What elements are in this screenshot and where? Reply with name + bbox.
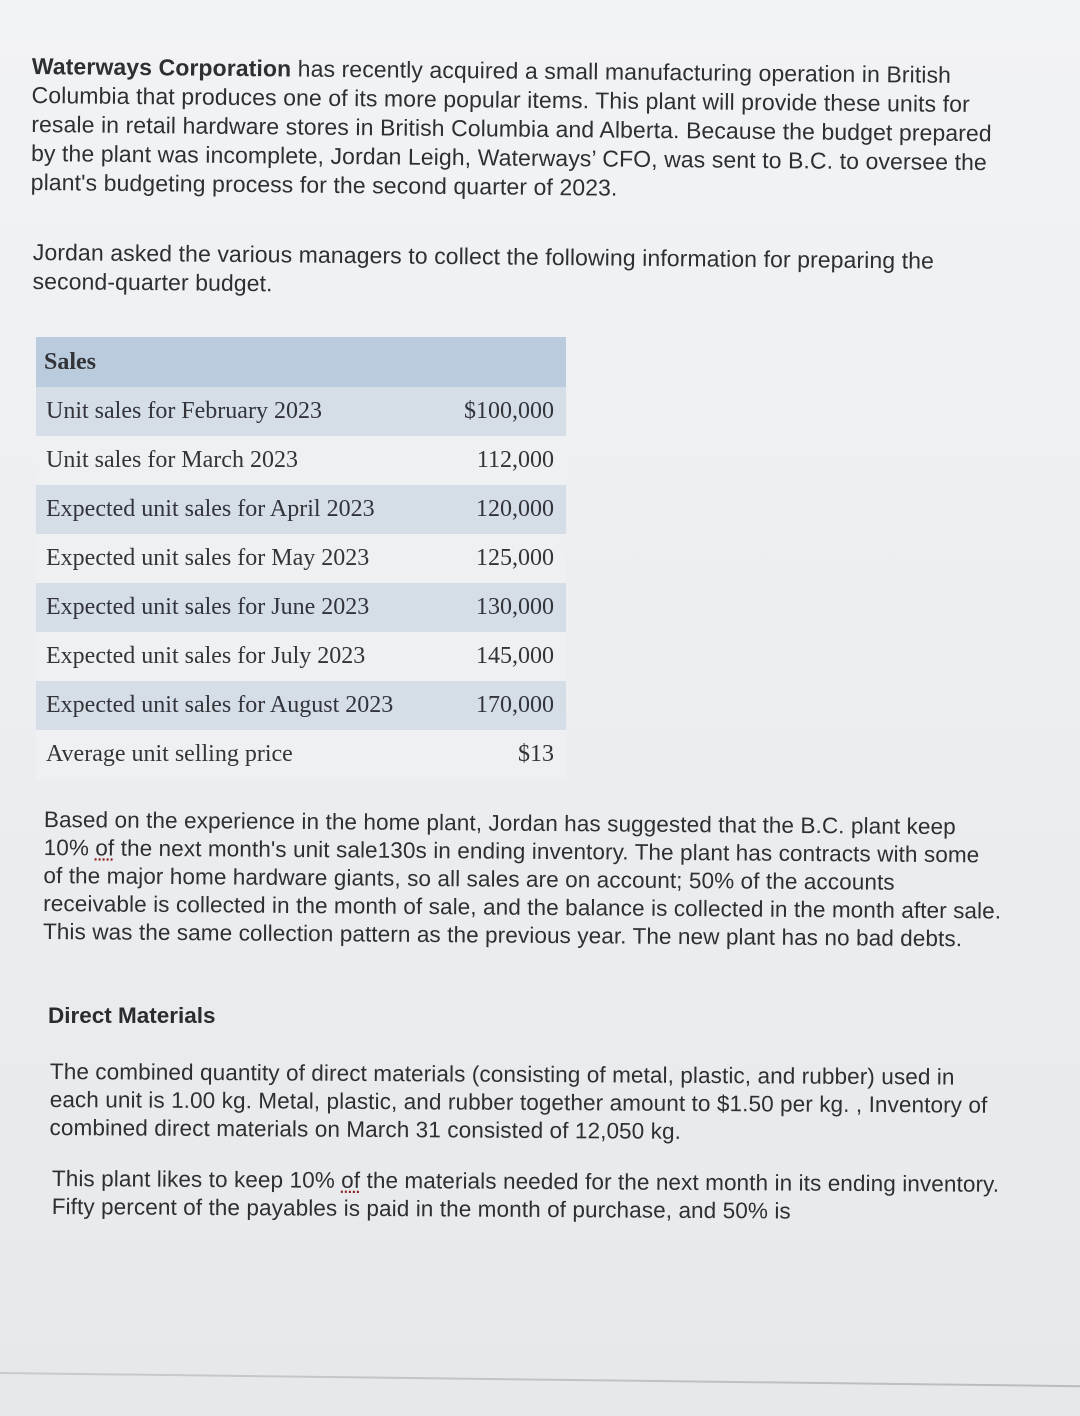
direct-materials-paragraph-2 — [52, 1165, 1012, 1227]
sales-table — [36, 337, 566, 779]
table-row — [36, 534, 566, 583]
row-value: 120,000 — [476, 496, 554, 522]
row-label: Expected unit sales for August 2023 — [46, 692, 394, 718]
table-row — [36, 681, 566, 730]
row-value: 125,000 — [476, 545, 554, 571]
table-row — [36, 583, 566, 632]
sales-header-label: Sales — [44, 348, 97, 375]
table-row — [36, 436, 566, 485]
row-value: 130,000 — [476, 594, 554, 620]
jordan-paragraph: Jordan asked the various managers to collect the following information for preparing the second-quarter budget. — [32, 238, 935, 297]
inventory-paragraph — [43, 806, 1004, 954]
bottom-divider — [0, 1372, 1080, 1387]
intro-paragraph — [31, 52, 1022, 206]
row-label: Unit sales for February 2023 — [46, 398, 322, 424]
row-value: 112,000 — [476, 447, 554, 473]
row-value: 145,000 — [476, 643, 554, 669]
table-row — [36, 387, 566, 436]
spellcheck-word: of — [341, 1167, 361, 1193]
sales-table-header — [36, 337, 566, 387]
row-label: Expected unit sales for May 2023 — [46, 545, 370, 571]
row-label: Expected unit sales for July 2023 — [46, 643, 366, 669]
row-value: 170,000 — [476, 692, 554, 718]
row-label: Expected unit sales for April 2023 — [46, 496, 375, 522]
table-row — [36, 632, 566, 681]
row-label: Average unit selling price — [46, 741, 293, 767]
inventory-text-1: Based on the experience in the home plant, Jordan has suggested that the B.C. plant keep 10% — [43, 806, 956, 861]
intro-text: has recently acquired a small manufacturing operation in British Columbia that produces one of its more popular items. This plant will provide these units for resale in retail hardware stores in British Columbia and Alberta. Because the budget prepared by the plant was incomplete, Jordan Leigh, Waterways’ CFO, was sent to B.C. to oversee the plant's budgeting process for the second quarter of 2023. — [30, 55, 992, 201]
inventory-text-2: the next month's unit sale130s in ending inventory. The plant has contracts with some of the major home hardware giants, so all sales are on account; 50% of the accounts receivable is collected in the month of sale, and the balance is collected in the month after sale. This was the same collection pattern as the previous year. The new plant has no bad debts. — [42, 835, 1002, 952]
row-value: $13 — [518, 741, 554, 767]
table-row — [36, 730, 566, 779]
spellcheck-word: of — [95, 835, 115, 861]
dm2-text-1: This plant likes to keep 10% — [51, 1166, 342, 1193]
table-row — [36, 485, 566, 534]
direct-materials-paragraph-1: The combined quantity of direct materials (consisting of metal, plastic, and rubber) used in each unit is 1.00 kg. Metal, plastic, and rubber together amount to $1.50 per kg. , Inventory of combined direct materials on March 31 consisted of 12,050 kg. — [49, 1059, 988, 1144]
row-label: Expected unit sales for June 2023 — [46, 594, 370, 620]
row-value: $100,000 — [464, 398, 554, 424]
dm2-text-2: the materials needed for the next month in its ending inventory. Fifty percent of the payables is paid in the month of purchase, and 50% is — [51, 1167, 1000, 1224]
direct-materials-heading: Direct Materials — [48, 1003, 216, 1028]
row-label: Unit sales for March 2023 — [46, 447, 298, 473]
company-name: Waterways Corporation — [31, 52, 292, 82]
